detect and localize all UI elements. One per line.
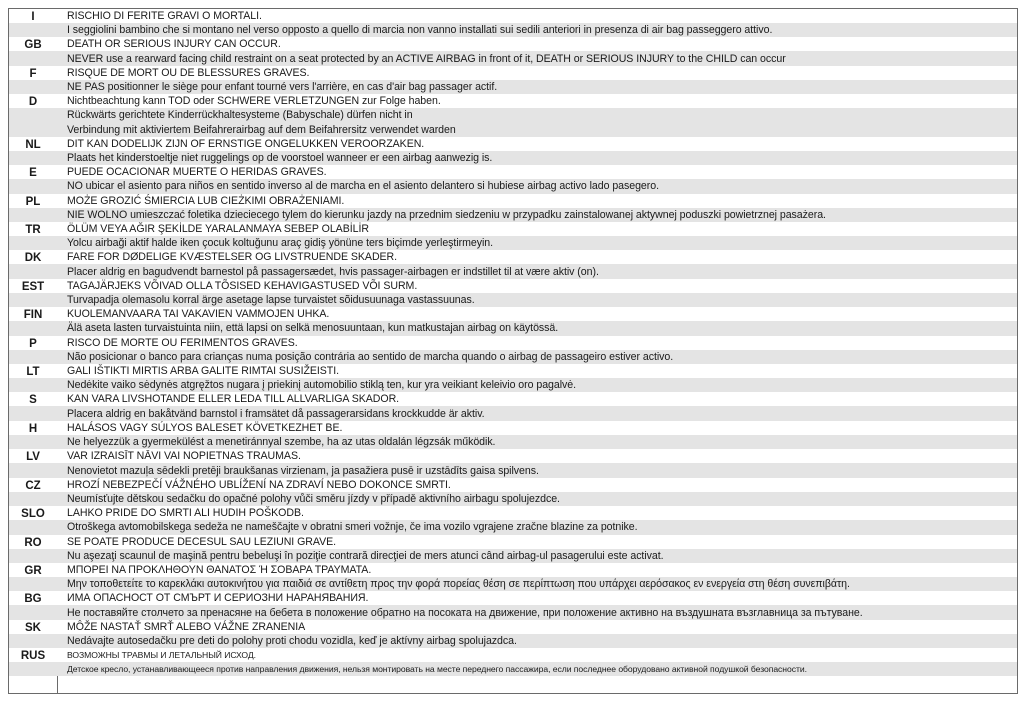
warning-description: Μην τοποθετείτε το καρεκλάκι αυτοκινήτου για παιδιά σε αντίθετη προς την φορά πορείας θέση σε περίπτωση που υπάρχει αερόσακος εν ενεργεία στη θέση συνεπιβάτη. [67, 578, 850, 591]
warning-description: Neumísťujte dětskou sedačku do opačné polohy vůči směru jízdy v případě aktivního airbagu spolujezdce. [67, 492, 560, 505]
warning-text [57, 478, 1017, 506]
warning-text [57, 620, 1017, 648]
table-row [9, 336, 1017, 364]
table-row [9, 449, 1017, 477]
warning-text [57, 165, 1017, 193]
warning-description: Verbindung mit aktiviertem Beifahrerairbag auf dem Beifahrersitz verwendet warden [67, 123, 456, 136]
language-code: DK [24, 252, 42, 265]
warning-heading: ИМА ОПАСНОСТ ОТ СМЪРТ И СЕРИОЗНИ НАРАНЯВАНИЯ. [67, 592, 369, 605]
warning-heading: KAN VARA LIVSHOTANDE ELLER LEDA TILL ALLVARLIGA SKADOR. [67, 393, 400, 406]
table-row [9, 37, 1017, 65]
warning-heading: Nichtbeachtung kann TOD oder SCHWERE VERLETZUNGEN zur Folge haben. [67, 95, 441, 108]
language-code: GB [24, 39, 42, 52]
warning-text [57, 66, 1017, 94]
language-code: SK [25, 621, 41, 634]
warning-text [57, 364, 1017, 392]
warning-text [57, 94, 1017, 137]
table-row [9, 563, 1017, 591]
language-code: E [29, 167, 37, 180]
warning-heading: ÖLÜM VEYA AĞIR ŞEKİLDE YARALANMAYA SEBEP OLABİLİR [67, 223, 369, 236]
warning-description: Placera aldrig en bakåtvänd barnstol i framsätet då passagerarsidans krockkudde är aktiv. [67, 407, 485, 420]
warning-text [57, 336, 1017, 364]
table-row [9, 307, 1017, 335]
warning-heading: KUOLEMANVAARA TAI VAKAVIEN VAMMOJEN UHKA. [67, 308, 330, 321]
table-row [9, 591, 1017, 619]
warning-description: Rückwärts gerichtete Kinderrückhaltesysteme (Babyschale) dürfen nicht in [67, 109, 413, 122]
warning-text [57, 563, 1017, 591]
warning-heading: DEATH OR SERIOUS INJURY CAN OCCUR. [67, 38, 281, 51]
warning-heading: RISCHIO DI FERITE GRAVI O MORTALI. [67, 10, 262, 22]
warning-table [8, 8, 1018, 694]
warning-heading: HALÁSOS VAGY SÚLYOS BALESET KÖVETKEZHET BE. [67, 421, 343, 434]
warning-description: NIE WOLNO umieszczać foletika dzieciecego tylem do kierunku jazdy na przednim siedzeniu w przypadku zainstalowanej aktywnej poduszki powietrznej pasażera. [67, 208, 826, 221]
table-row [9, 94, 1017, 137]
warning-description: Turvapadja olemasolu korral ärge asetage lapse turvaistet sõidusuunaga vastassuunas. [67, 294, 475, 307]
warning-description: Nu aşezaţi scaunul de maşină pentru bebeluşi în poziţie contrară direcţiei de mers atunci când airbag-ul pasagerului este activat. [67, 549, 664, 562]
warning-heading: RISQUE DE MORT OU DE BLESSURES GRAVES. [67, 66, 310, 79]
language-code: D [28, 96, 38, 109]
language-code: TR [25, 224, 41, 237]
warning-text [57, 648, 1017, 676]
warning-description: Nenovietot mazuļa sēdekli pretēji braukšanas virzienam, ja pasažiera pusē ir uzstādīts gaisa spilvens. [67, 464, 539, 477]
table-row [9, 648, 1017, 676]
table-row [9, 620, 1017, 648]
warning-description: Placer aldrig en bagudvendt barnestol på passagersædet, hvis passager-airbagen er indstillet til at være aktiv (on). [67, 265, 599, 278]
language-code: NL [25, 138, 41, 151]
warning-text [57, 137, 1017, 165]
table-row [9, 535, 1017, 563]
warning-text [57, 449, 1017, 477]
language-code: H [28, 422, 38, 435]
warning-description: Nedávajte autosedačku pre deti do polohy proti chodu vozidla, keď je aktívny airbag spolujazdca. [67, 634, 517, 647]
warning-text [57, 222, 1017, 250]
warning-description: Детское кресло, устанавливающееся против направления движения, нельзя монтировать на месте переднего пассажира, если последнее оборудовано активной подушкой безопасности. [67, 664, 807, 675]
warning-description: Otroškega avtomobilskega sedeža ne nameščajte v obratni smeri vožnje, če ima vozilo vgrajene zračne blazine za potnike. [67, 521, 638, 534]
warning-description: NE PAS positionner le siège pour enfant tourné vers l'arrière, en cas d'air bag passager actif. [67, 81, 498, 94]
warning-text [57, 194, 1017, 222]
warning-heading: RISCO DE MORTE OU FERIMENTOS GRAVES. [67, 336, 298, 349]
language-code: EST [21, 280, 45, 293]
warning-heading: MOŻE GROZIĆ ŚMIERCIA LUB CIEŻKIMI OBRAŻENIAMI. [67, 194, 345, 207]
language-code: SLO [21, 508, 45, 521]
table-row [9, 222, 1017, 250]
warning-heading: GALI IŠTIKTI MIRTIS ARBA GALITE RIMTAI SUSIŽEISTI. [67, 365, 340, 378]
language-code: S [29, 394, 37, 407]
warning-text [57, 279, 1017, 307]
table-row [9, 137, 1017, 165]
warning-description: Plaats het kinderstoeltje niet ruggelings op de voorstoel wanneer er een airbag aanwezig is. [67, 152, 493, 165]
table-row [9, 250, 1017, 278]
warning-text [57, 591, 1017, 619]
warning-text [57, 421, 1017, 449]
warning-description: Nedėkite vaiko sėdynės atgręžtos nugara į priekinį automobilio stiklą ten, kur yra veikiant keleivio oro pagalvė. [67, 379, 577, 392]
table-row [9, 9, 1017, 37]
warning-description: Ne helyezzük a gyermekülést a menetiránnyal szembe, ha az utas oldalán légzsák működik. [67, 436, 496, 449]
warning-text [57, 37, 1017, 65]
table-row [9, 66, 1017, 94]
warning-heading: DIT KAN DODELIJK ZIJN OF ERNSTIGE ONGELUKKEN VEROORZAKEN. [67, 137, 425, 150]
warning-text [57, 9, 1017, 37]
rows-container [9, 9, 1017, 676]
table-row [9, 478, 1017, 506]
warning-description: NO ubicar el asiento para niños en sentido inverso al de marcha en el asiento delantero si hubiese airbag activo lado pasegero. [67, 180, 659, 193]
table-row [9, 364, 1017, 392]
table-row [9, 165, 1017, 193]
warning-heading: FARE FOR DØDELIGE KVÆSTELSER OG LIVSTRUENDE SKADER. [67, 251, 398, 264]
table-row [9, 421, 1017, 449]
warning-heading: MÔŽE NASTAŤ SMRŤ ALEBO VÁŽNE ZRANENIA [67, 620, 306, 633]
warning-heading: PUEDE OCACIONAR MUERTE O HERIDAS GRAVES. [67, 166, 327, 179]
warning-heading: TAGAJÄRJEKS VÕIVAD OLLA TÕSISED KEHAVIGASTUSED VÕI SURM. [67, 279, 418, 292]
warning-heading: LAHKO PRIDE DO SMRTI ALI HUDIH POŠKODB. [67, 507, 304, 520]
language-code: RO [24, 536, 42, 549]
table-row [9, 279, 1017, 307]
language-code: LT [26, 366, 40, 379]
warning-text [57, 307, 1017, 335]
warning-description: Yolcu airbaği aktif halde iken çocuk koltuğunu araç gidiş yönüne ters biçimde yerleştirmeyin. [67, 237, 494, 250]
warning-heading: VAR IZRAISĪT NĀVI VAI NOPIETNAS TRAUMAS. [67, 450, 301, 463]
warning-description: Não posicionar o banco para crianças numa posição contrária ao sentido de marcha quando o airbag de passageiro estiver activo. [67, 350, 674, 363]
language-code: I [31, 11, 35, 23]
language-code: RUS [20, 649, 46, 662]
warning-description: Не поставяйте столчето за пренасяне на бебета в положение обратно на посоката на движение, при положение активно на въздушната възглавница за пътуване. [67, 606, 863, 619]
language-code: F [29, 67, 37, 80]
table-row [9, 392, 1017, 420]
table-row [9, 194, 1017, 222]
language-code: FIN [23, 309, 43, 322]
warning-text [57, 506, 1017, 534]
warning-description: NEVER use a rearward facing child restraint on a seat protected by an ACTIVE AIRBAG in front of it, DEATH or SERIOUS INJURY to the CHILD can occur [67, 52, 786, 65]
warning-text [57, 250, 1017, 278]
warning-text [57, 392, 1017, 420]
warning-heading: ВОЗМОЖНЫ ТРАВМЫ И ЛЕТАЛЬНЫЙ ИСХОД. [67, 649, 256, 660]
warning-heading: HROZÍ NEBEZPEČÍ VÁŽNÉHO UBLÍŽENÍ NA ZDRAVÍ NEBO DOKONCE SMRTI. [67, 478, 451, 491]
language-code: LV [26, 451, 40, 464]
warning-description: I seggiolini bambino che si montano nel verso opposto a quello di marcia non vanno installati sui sedili anteriori in presenza di air bag passeggero attivo. [67, 24, 773, 37]
language-code: BG [24, 593, 42, 606]
table-row [9, 506, 1017, 534]
language-code: GR [24, 564, 42, 577]
language-code: PL [25, 195, 41, 208]
warning-heading: SE POATE PRODUCE DECESUL SAU LEZIUNI GRAVE. [67, 535, 337, 548]
warning-description: Älä aseta lasten turvaistuinta niin, että lapsi on selkä menosuuntaan, kun matkustajan airbag on käytössä. [67, 322, 559, 335]
language-code: P [29, 337, 37, 350]
language-code: CZ [25, 479, 41, 492]
warning-text [57, 535, 1017, 563]
warning-heading: ΜΠΟΡΕΙ ΝΑ ΠΡΟΚΛΗΘΟΥΝ ΘΑΝΑΤΟΣ Ή ΣΟΒΑΡΑ ΤΡΑΥΜΑΤΑ. [67, 563, 372, 576]
